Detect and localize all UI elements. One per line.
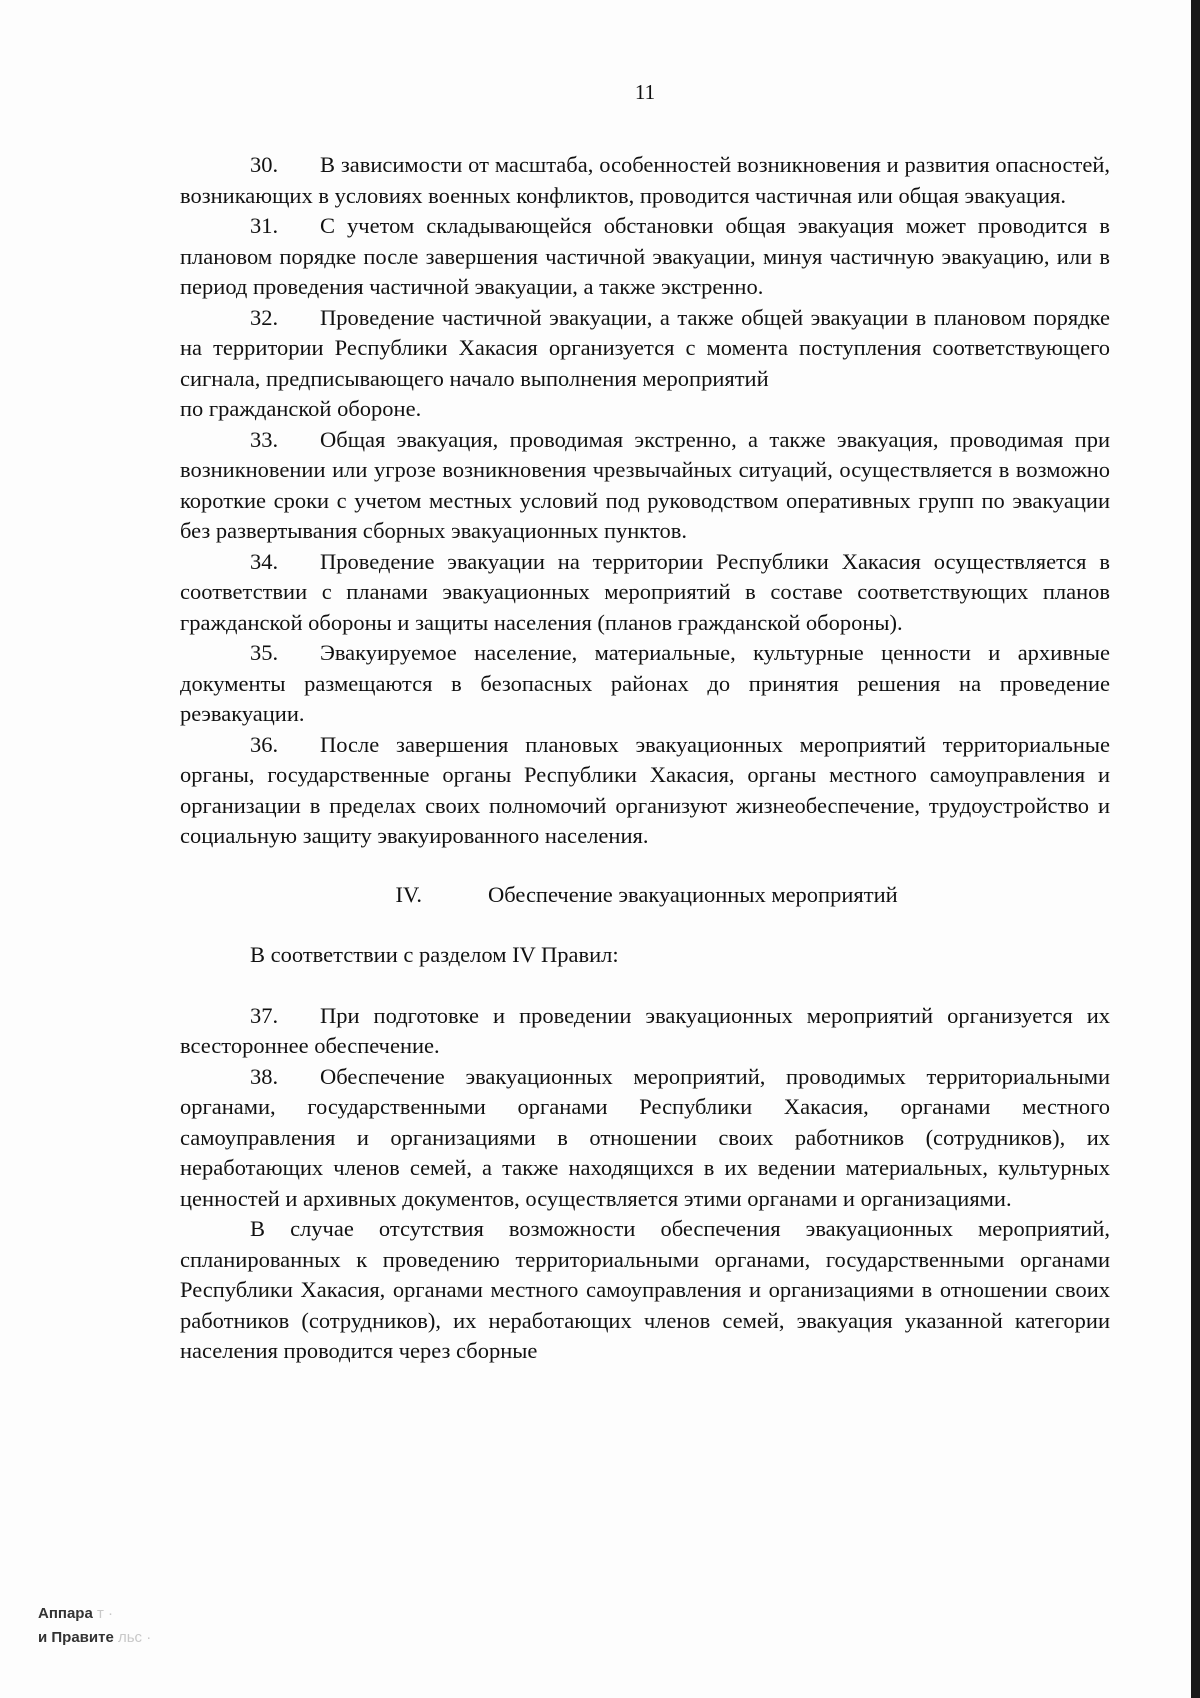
scan-edge xyxy=(1191,0,1200,1698)
stamp-faded-text: льс · xyxy=(117,1629,152,1646)
registration-stamp xyxy=(38,1602,151,1650)
paragraph-33 xyxy=(180,425,1110,547)
page-number: 11 xyxy=(634,80,656,104)
paragraph-number: 30. xyxy=(250,152,279,177)
paragraph-continuation xyxy=(180,1214,1110,1367)
paragraph-text: Проведение эвакуации на территории Республики Хакасия осуществляется в соответствии с планами эвакуационных мероприятий в составе соответствующих планов гражданской обороны и защиты населения (планов гражданской обороны). xyxy=(180,548,1110,635)
paragraph-number: 36. xyxy=(250,731,279,757)
paragraph-32 xyxy=(180,303,1110,395)
paragraph-text: После завершения плановых эвакуационных мероприятий территориальные органы, государственные органы Республики Хакасия, органы местного самоуправления и организации в пределах своих полномочий организуют жизнеобеспечение, трудоустройство и социальную защиту эвакуированного населения. xyxy=(180,731,1110,848)
paragraph-31 xyxy=(180,211,1110,303)
paragraph-number: 34. xyxy=(250,548,279,574)
stamp-faded-text: т · xyxy=(96,1605,114,1622)
stamp-text: и Правите xyxy=(38,1629,114,1646)
paragraph-38 xyxy=(180,1062,1110,1215)
paragraph-text: Эвакуируемое население, материальные, культурные ценности и архивные документы размещаются в безопасных районах до принятия решения на проведение реэвакуации. xyxy=(180,640,1110,726)
paragraph-text: В случае отсутствия возможности обеспечения эвакуационных мероприятий, спланированных к проведению территориальными органами, государственными органами Республики Хакасия, органами местного самоуправления и организациями в отношении своих работников (сотрудников), их неработающих членов семей, эвакуация указанной категории населения проводится через сборные xyxy=(180,1216,1110,1363)
section-number: IV. xyxy=(395,881,422,907)
paragraph-37 xyxy=(180,1001,1110,1062)
paragraph-text: Обеспечение эвакуационных мероприятий, проводимых территориальными органами, государственными органами Республики Хакасия, органами местного самоуправления и организациями в отношении своих работников (сотрудников), их неработающих членов семей, а также находящихся в их ведении материальных, культурных ценностей и архивных документов, осуществляется этими органами и организациями. xyxy=(180,1063,1110,1211)
paragraph-32-tail: по гражданской обороне. xyxy=(180,396,422,421)
section-title: Обеспечение эвакуационных мероприятий xyxy=(488,881,898,907)
paragraph-text: Проведение частичной эвакуации, а также общей эвакуации в плановом порядке на территории Республики Хакасия организуется с момента поступления соответствующего сигнала, предписывающего начало выполнения мероприятий xyxy=(180,304,1110,391)
paragraph-number: 33. xyxy=(250,426,279,452)
paragraph-text: Общая эвакуация, проводимая экстренно, а также эвакуация, проводимая при возникновении или угрозе возникновения чрезвычайных ситуаций, осуществляется в возможно короткие сроки с учетом местных условий под руководством оперативных групп по эвакуации без развертывания сборных эвакуационных пунктов. xyxy=(180,426,1110,543)
document-body xyxy=(180,150,1110,1367)
paragraph-number: 37. xyxy=(250,1002,279,1028)
section-heading xyxy=(180,880,1110,911)
stamp-line-2 xyxy=(38,1626,151,1650)
paragraph-30 xyxy=(180,150,1110,211)
spacer xyxy=(180,971,1110,1001)
paragraph-text: При подготовке и проведении эвакуационных мероприятий организуется их всестороннее обеспечение. xyxy=(180,1002,1110,1058)
paragraph-34 xyxy=(180,547,1110,639)
stamp-line-1 xyxy=(38,1602,151,1626)
paragraph-number: 31. xyxy=(250,213,279,238)
paragraph-35 xyxy=(180,638,1110,730)
paragraph-text: С учетом складывающейся обстановки общая эвакуация может проводится в плановом порядке после завершения частичной эвакуации, минуя частичную эвакуацию, или в период проведения частичной эвакуации, а также экстренно. xyxy=(180,213,1110,299)
paragraph-number: 32. xyxy=(250,304,279,330)
paragraph-number: 38. xyxy=(250,1063,279,1089)
stamp-text: Аппара xyxy=(38,1605,93,1622)
paragraph-text: В зависимости от масштаба, особенностей возникновения и развития опасностей, возникающих в условиях военных конфликтов, проводится частичная или общая эвакуация. xyxy=(180,152,1110,208)
paragraph-number: 35. xyxy=(250,640,279,665)
paragraph-36 xyxy=(180,730,1110,852)
section-intro: В соответствии с разделом IV Правил: xyxy=(250,942,619,967)
